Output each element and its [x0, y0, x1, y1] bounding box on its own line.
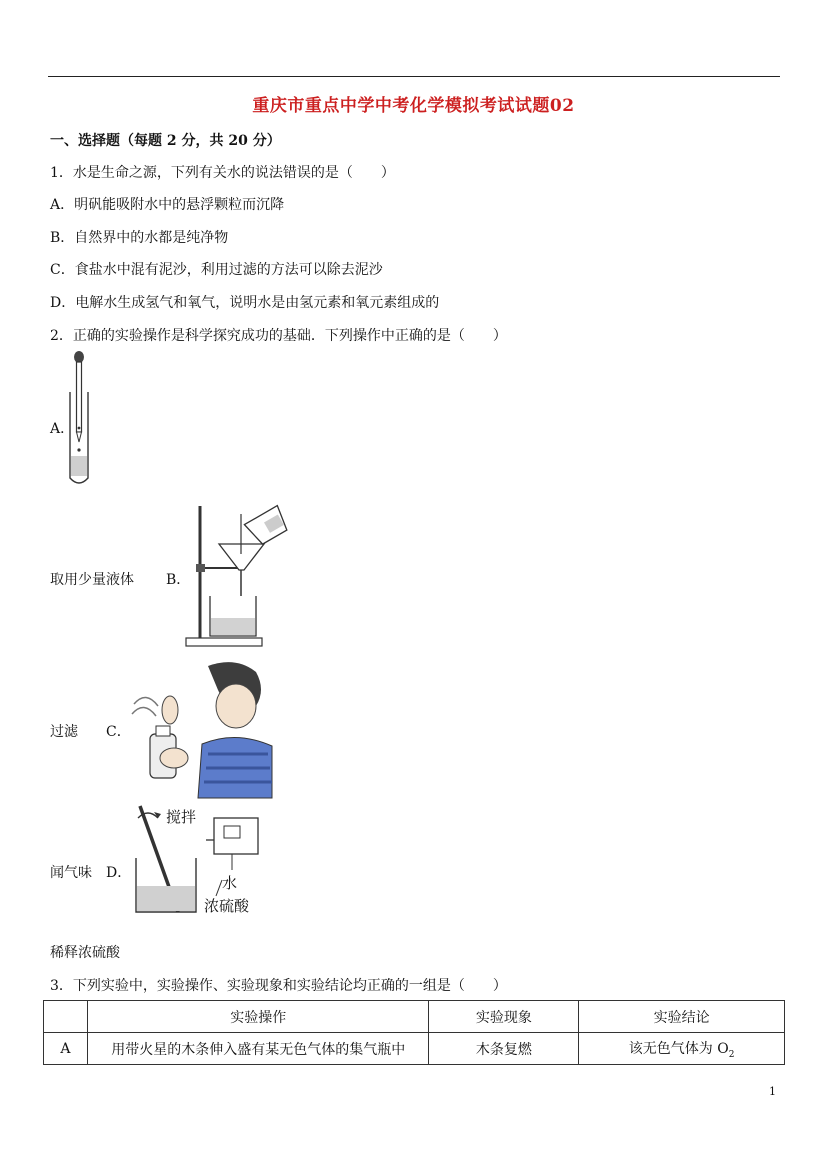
conclusion-text: 该无色气体为 O	[628, 1040, 729, 1057]
q2-caption-d: 稀释浓硫酸	[50, 945, 120, 961]
q2-caption-a: 取用少量液体	[50, 572, 134, 588]
table-cell-phenomenon: 木条复燃	[429, 1033, 579, 1065]
table-row-label: A	[44, 1033, 88, 1065]
q2-stem: 2．正确的实验操作是科学探究成功的基础．下列操作中正确的是（ ）	[50, 328, 507, 344]
section-header: 一、选择题（每题 2 分，共 20 分）	[50, 133, 281, 149]
page-number: 1	[769, 1085, 776, 1098]
q1-stem: 1．水是生命之源，下列有关水的说法错误的是（ ）	[50, 165, 395, 181]
table-header-cell: 实验现象	[429, 1001, 579, 1033]
q1-option-d: D．电解水生成氢气和氧气，说明水是由氢元素和氧元素组成的	[50, 295, 440, 311]
table-header-cell: 实验操作	[87, 1001, 429, 1033]
table-cell-operation: 用带火星的木条伸入盛有某无色气体的集气瓶中	[87, 1033, 429, 1065]
table-header-row	[44, 1001, 785, 1033]
q2-option-d-letter: D．	[106, 865, 132, 881]
q2-caption-c: 闻气味	[50, 865, 92, 881]
header-rule	[48, 76, 780, 77]
q3-table	[43, 1000, 785, 1065]
table-cell-conclusion	[579, 1033, 785, 1065]
q1-option-a: A．明矾能吸附水中的悬浮颗粒而沉降	[50, 197, 285, 213]
stir-label: 搅拌	[166, 808, 197, 826]
table-header-cell: 实验结论	[579, 1001, 785, 1033]
q3-stem: 3．下列实验中，实验操作、实验现象和实验结论均正确的一组是（ ）	[50, 978, 507, 994]
smelling-gas-figure	[128, 654, 274, 800]
water-label: 水	[222, 874, 238, 892]
table-header-cell	[44, 1001, 88, 1033]
q2-option-b-letter: B．	[166, 572, 191, 588]
q1-option-c: C．食盐水中混有泥沙，利用过滤的方法可以除去泥沙	[50, 262, 383, 278]
table-row	[44, 1033, 785, 1065]
conclusion-subscript: 2	[728, 1049, 735, 1060]
page-title: 重庆市重点中学中考化学模拟考试试题02	[252, 96, 575, 116]
q1-option-b: B．自然界中的水都是纯净物	[50, 230, 229, 246]
q2-caption-b: 过滤	[50, 724, 78, 740]
q2-option-a-letter: A．	[50, 421, 75, 437]
filtration-setup-figure	[184, 500, 294, 650]
q2-option-c-letter: C．	[106, 724, 131, 740]
dropper-test-tube-figure	[64, 350, 94, 485]
acid-label: 浓硫酸	[204, 897, 250, 915]
